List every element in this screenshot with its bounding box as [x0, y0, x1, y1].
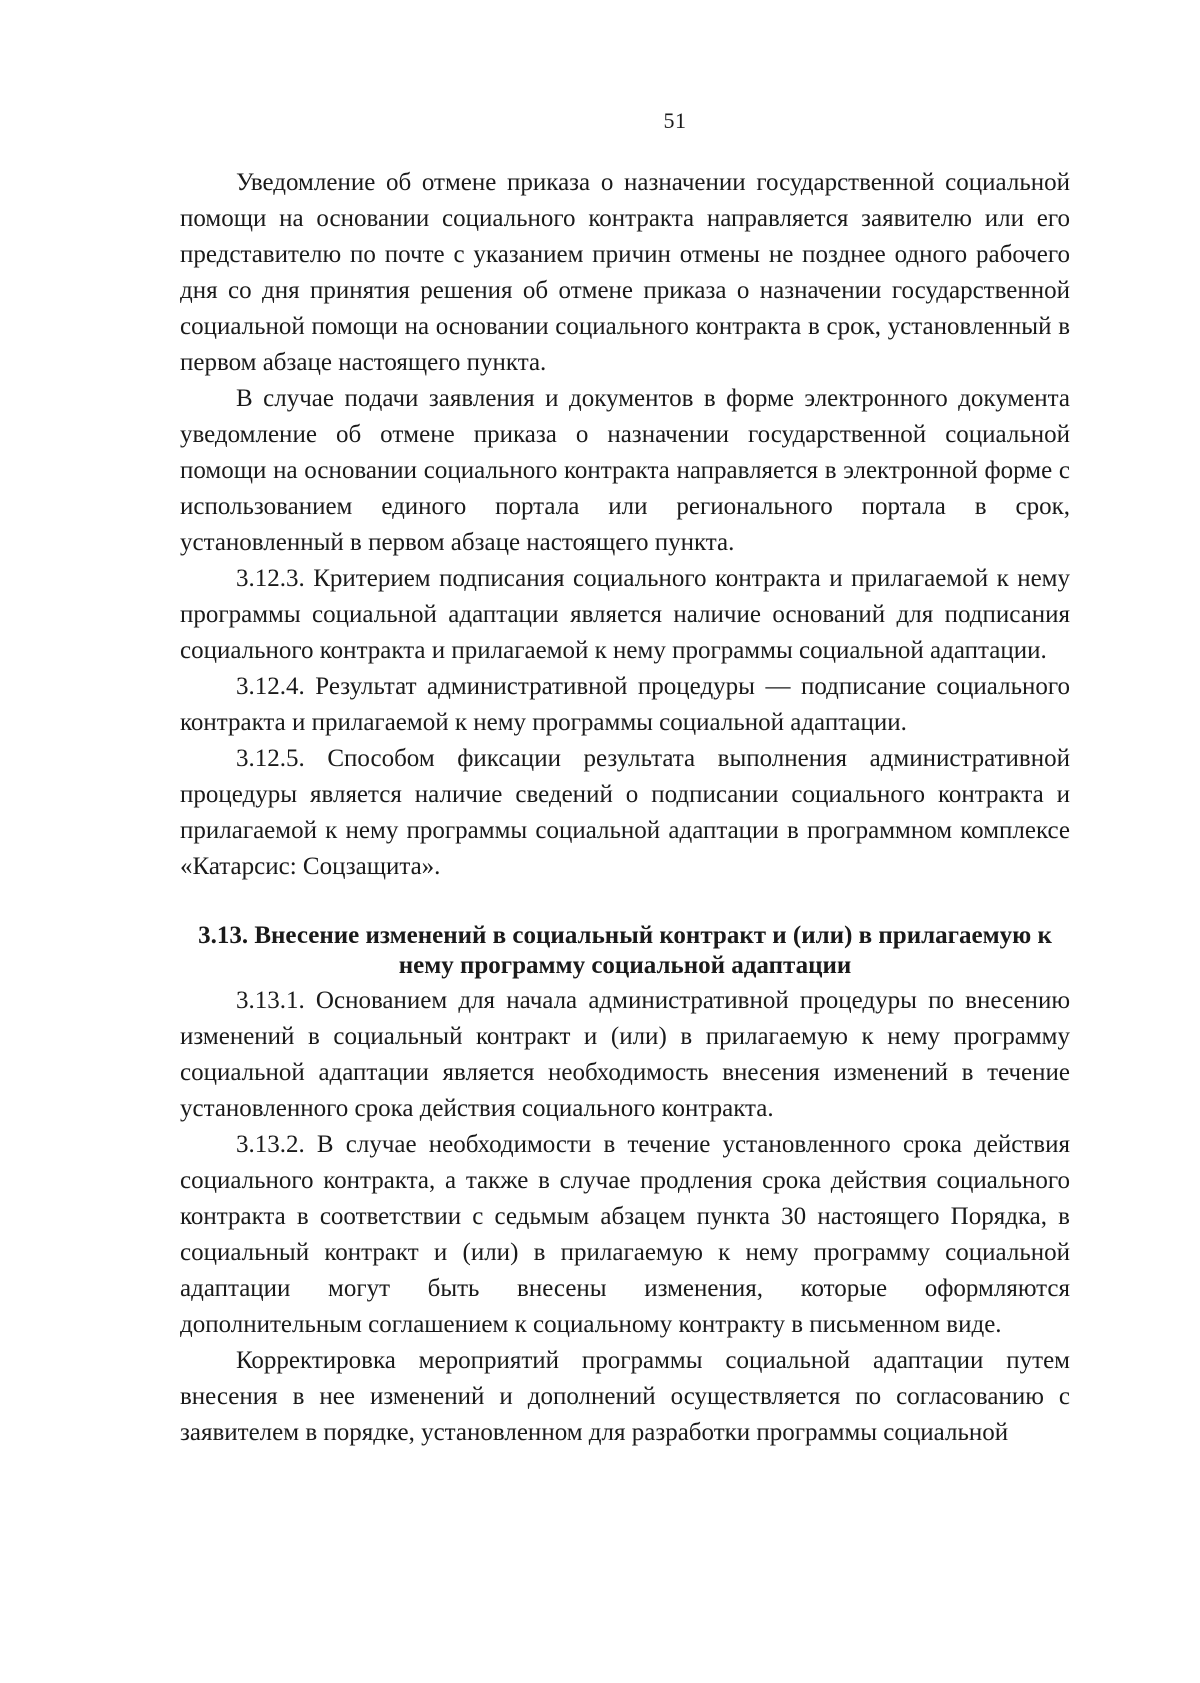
paragraph-electronic-notice: В случае подачи заявления и документов в форме электронного документа уведомление об отмене приказа о назначении государственной социальной помощи на основании социального контракта направляется в электронной форме с использованием единого портала или регионального портала в срок, установленный в первом абзаце настоящего пункта.	[180, 385, 1070, 556]
paragraph-program-correction: Корректировка мероприятий программы социальной адаптации путем внесения в нее изменений и дополнений осуществляется по согласованию с заявителем в порядке, установленном для разработки программы социальной	[180, 1347, 1070, 1446]
paragraph-3-13-1: 3.13.1. Основанием для начала административной процедуры по внесению изменений в социальный контракт и (или) в прилагаемую к нему программу социальной адаптации является необходимость внесения изменений в течение установленного срока действия социального контракта.	[180, 987, 1070, 1122]
paragraph-3-12-4: 3.12.4. Результат административной процедуры — подписание социального контракта и прилагаемой к нему программы социальной адаптации.	[180, 673, 1070, 736]
paragraph-3-12-3: 3.12.3. Критерием подписания социального контракта и прилагаемой к нему программы социальной адаптации является наличие оснований для подписания социального контракта и прилагаемой к нему программы социальной адаптации.	[180, 565, 1070, 664]
page-number: 51	[663, 108, 687, 133]
paragraph-3-13-2: 3.13.2. В случае необходимости в течение установленного срока действия социального контракта, а также в случае продления срока действия социального контракта в соответствии с седьмым абзацем пункта 30 настоящего Порядка, в социальный контракт и (или) в прилагаемую к нему программу социальной адаптации могут быть внесены изменения, которые оформляются дополнительным соглашением к социальному контракту в письменном виде.	[180, 1131, 1070, 1338]
paragraph-cancellation-notice: Уведомление об отмене приказа о назначении государственной социальной помощи на основании социального контракта направляется заявителю или его представителю по почте с указанием причин отмены не позднее одного рабочего дня со дня принятия решения об отмене приказа о назначении государственной социальной помощи на основании социального контракта в срок, установленный в первом абзаце настоящего пункта.	[180, 169, 1070, 376]
document-body	[180, 165, 1070, 1451]
section-heading-3-13: 3.13. Внесение изменений в социальный контракт и (или) в прилагаемую к нему программу социальной адаптации	[198, 922, 1052, 979]
paragraph-3-12-5: 3.12.5. Способом фиксации результата выполнения административной процедуры является наличие сведений о подписании социального контракта и прилагаемой к нему программы социальной адаптации в программном комплексе «Катарсис: Соцзащита».	[180, 745, 1070, 880]
section-spacer	[180, 885, 1070, 921]
